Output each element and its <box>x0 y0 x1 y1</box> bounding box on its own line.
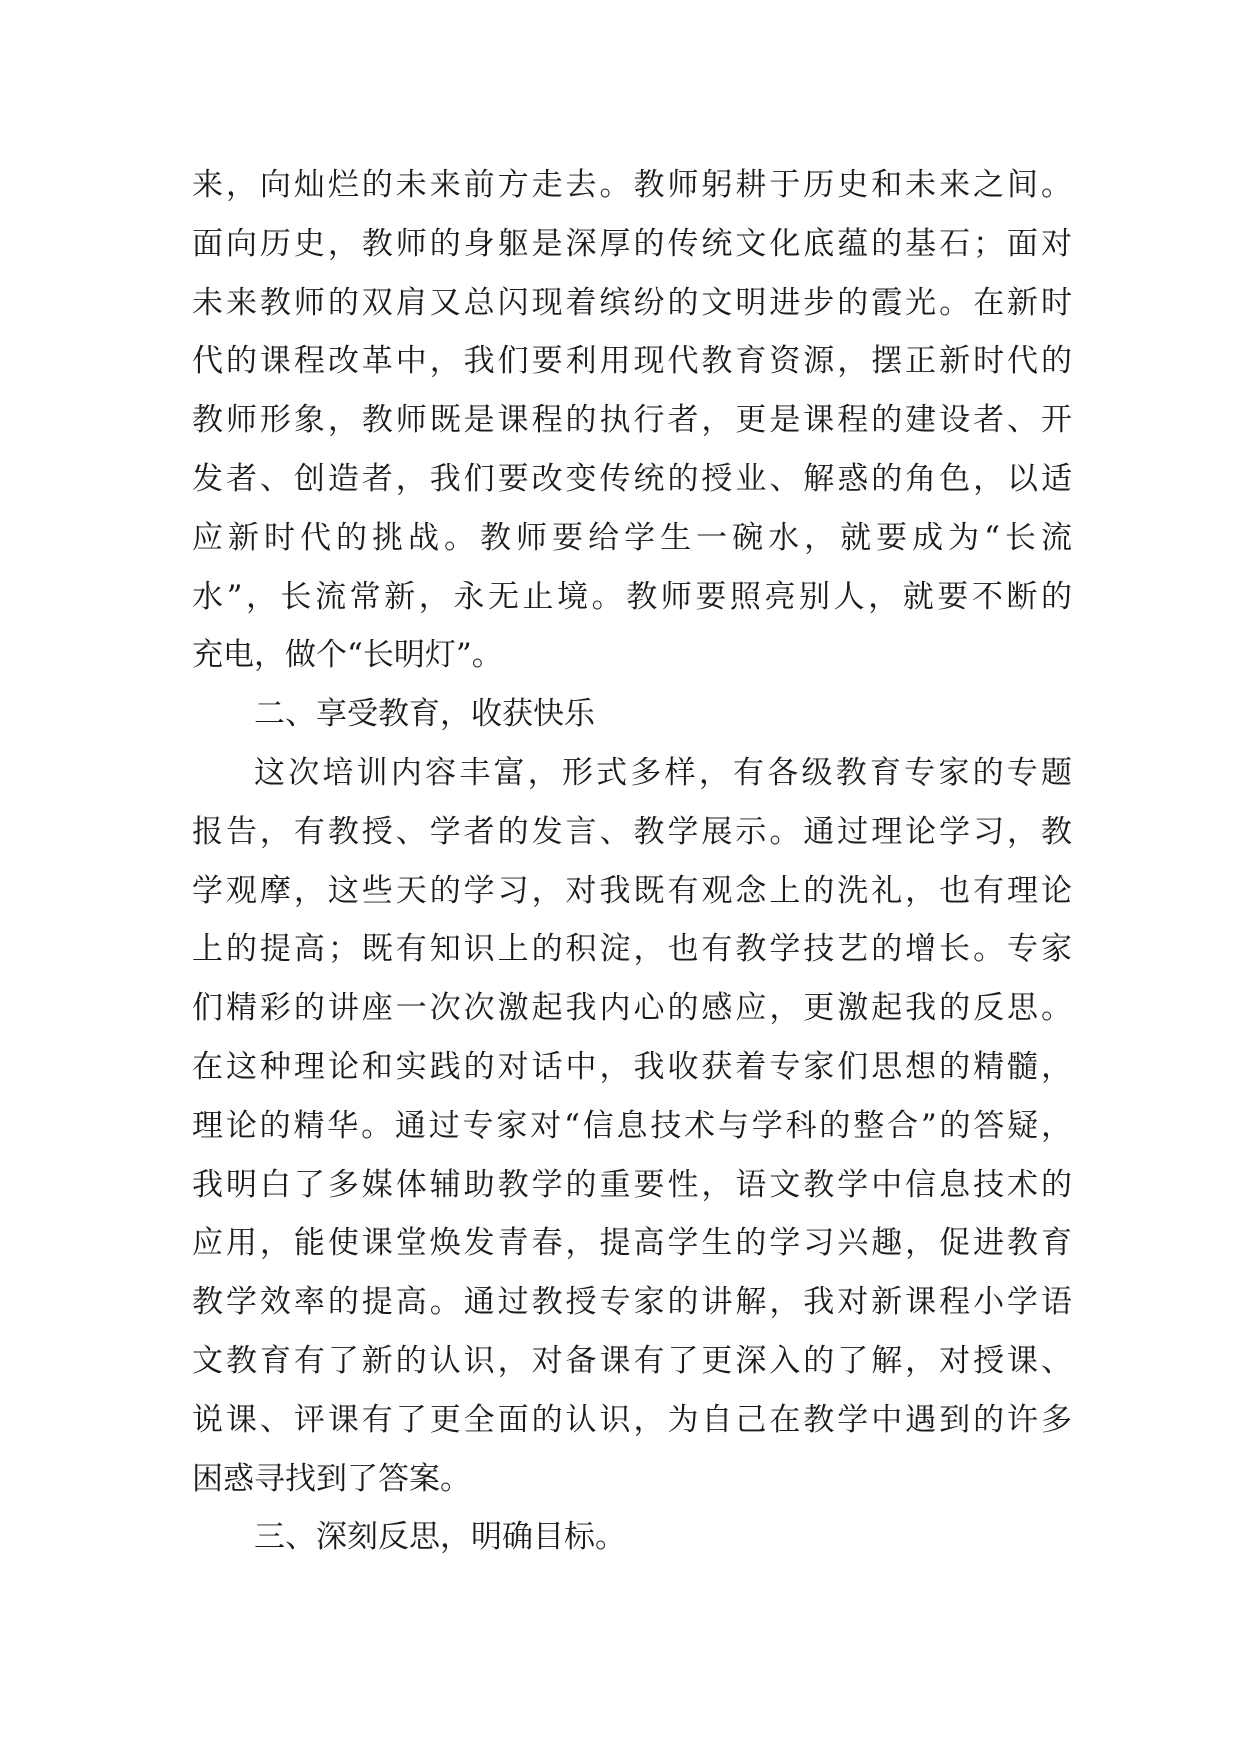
text-line: 理论的精华。通过专家对“信息技术与学科的整合”的答疑， <box>192 1107 1072 1144</box>
text-line: 我明白了多媒体辅助教学的重要性，语文教学中信息技术的 <box>192 1166 1072 1203</box>
document-body <box>192 156 1072 1567</box>
text-line: 们精彩的讲座一次次激起我内心的感应，更激起我的反思。 <box>192 990 1072 1027</box>
text-line: 充电，做个“长明灯”。 <box>192 637 503 674</box>
text-line: 学观摩，这些天的学习，对我既有观念上的洗礼，也有理论 <box>192 872 1072 909</box>
text-line: 教学效率的提高。通过教授专家的讲解，我对新课程小学语 <box>192 1284 1072 1321</box>
text-line: 发者、创造者，我们要改变传统的授业、解惑的角色，以适 <box>192 460 1072 497</box>
text-line: 困惑寻找到了答案。 <box>192 1460 471 1497</box>
text-line: 报告，有教授、学者的发言、教学展示。通过理论学习，教 <box>192 813 1072 850</box>
text-line: 应新时代的挑战。教师要给学生一碗水，就要成为“长流 <box>192 519 1072 556</box>
section-heading-2: 二、享受教育，收获快乐 <box>254 696 595 733</box>
text-line: 代的课程改革中，我们要利用现代教育资源，摆正新时代的 <box>192 343 1072 380</box>
text-line: 应用，能使课堂焕发青春，提高学生的学习兴趣，促进教育 <box>192 1225 1072 1262</box>
text-line: 教师形象，教师既是课程的执行者，更是课程的建设者、开 <box>192 402 1072 439</box>
section-heading-3: 三、深刻反思，明确目标。 <box>254 1519 626 1556</box>
text-line: 来，向灿烂的未来前方走去。教师躬耕于历史和未来之间。 <box>192 167 1072 203</box>
text-line: 在这种理论和实践的对话中，我收获着专家们思想的精髓， <box>192 1048 1072 1085</box>
text-line: 说课、评课有了更全面的认识，为自己在教学中遇到的许多 <box>192 1401 1072 1438</box>
text-line: 文教育有了新的认识，对备课有了更深入的了解，对授课、 <box>192 1342 1072 1379</box>
text-line: 上的提高；既有知识上的积淀，也有教学技艺的增长。专家 <box>192 931 1072 968</box>
text-line: 未来教师的双肩又总闪现着缤纷的文明进步的霞光。在新时 <box>192 284 1072 321</box>
text-line: 水”，长流常新，永无止境。教师要照亮别人，就要不断的 <box>192 578 1072 615</box>
text-line: 面向历史，教师的身躯是深厚的传统文化底蕴的基石；面对 <box>192 225 1072 262</box>
paragraph-start: 这次培训内容丰富，形式多样，有各级教育专家的专题 <box>254 754 1072 791</box>
